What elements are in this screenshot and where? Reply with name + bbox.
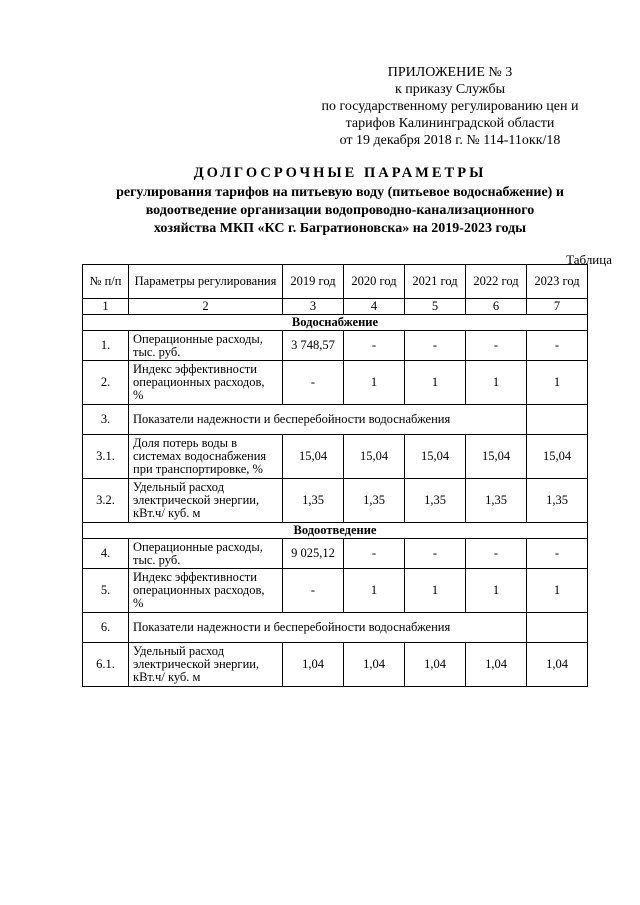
document-heading [80,164,600,238]
empty-cell [527,405,588,435]
row-number: 3.1. [83,435,129,479]
column-number: 5 [405,299,466,315]
row-value: 15,04 [405,435,466,479]
row-value: 9 025,12 [283,539,344,569]
section-row [83,523,588,539]
header-year: 2022 год [466,265,527,299]
row-value: 1,35 [466,479,527,523]
column-number: 2 [129,299,283,315]
row-value: 1,04 [283,643,344,687]
table-row [83,435,588,479]
row-value: - [527,331,588,361]
row-value: 1 [344,569,405,613]
row-param: Удельный расход электрической энергии, кВт.ч/ куб. м [129,479,283,523]
row-number: 2. [83,361,129,405]
row-value: 1 [405,361,466,405]
row-value: 15,04 [344,435,405,479]
header-param: Параметры регулирования [129,265,283,299]
row-number: 6. [83,613,129,643]
column-number: 6 [466,299,527,315]
row-param: Показатели надежности и бесперебойности водоснабжения [129,613,527,643]
row-number: 4. [83,539,129,569]
row-value: 1,04 [344,643,405,687]
table-header-row [83,265,588,299]
column-number: 7 [527,299,588,315]
row-value: 1,35 [283,479,344,523]
row-value: 1 [344,361,405,405]
row-number: 6.1. [83,643,129,687]
row-value: - [405,331,466,361]
empty-cell [527,613,588,643]
section-title: Водоснабжение [83,315,588,331]
row-value: - [405,539,466,569]
row-number: 3. [83,405,129,435]
table-row [83,405,588,435]
row-value: 3 748,57 [283,331,344,361]
table-caption: Таблица [566,252,612,267]
row-value: - [283,361,344,405]
appendix-block [300,64,600,149]
section-title: Водоотведение [83,523,588,539]
document-title: ДОЛГОСРОЧНЫЕ ПАРАМЕТРЫ [193,165,487,181]
table-row [83,569,588,613]
row-param: Индекс эффективности операционных расходов, % [129,361,283,405]
row-value: 15,04 [466,435,527,479]
row-value: - [344,331,405,361]
appendix-date: от 19 декабря 2018 г. № 114-11окк/18 [339,133,561,148]
section-row [83,315,588,331]
row-value: 1 [527,361,588,405]
table-row [83,331,588,361]
header-year: 2023 год [527,265,588,299]
column-number: 3 [283,299,344,315]
header-year: 2019 год [283,265,344,299]
row-param: Операционные расходы, тыс. руб. [129,331,283,361]
row-value: 1 [527,569,588,613]
row-value: - [283,569,344,613]
appendix-line: по государственному регулированию цен и [321,99,579,114]
document-subtitle: регулирования тарифов на питьевую воду (питьевое водоснабжение) и [116,185,564,200]
row-param: Индекс эффективности операционных расходов, % [129,569,283,613]
parameters-table [82,264,588,687]
row-value: - [527,539,588,569]
document-subtitle: водоотведение организации водопроводно-канализационного [145,203,535,218]
row-value: 1 [466,361,527,405]
document-subtitle: хозяйства МКП «КС г. Багратионовска» на 2019-2023 годы [153,221,527,236]
column-number: 1 [83,299,129,315]
table-row [83,479,588,523]
column-number: 4 [344,299,405,315]
table-row [83,643,588,687]
row-number: 5. [83,569,129,613]
row-value: - [344,539,405,569]
column-number-row [83,299,588,315]
row-value: 15,04 [527,435,588,479]
row-param: Удельный расход электрической энергии, кВт.ч/ куб. м [129,643,283,687]
table-row [83,361,588,405]
appendix-line: к приказу Службы [395,82,505,97]
header-year: 2020 год [344,265,405,299]
row-number: 1. [83,331,129,361]
row-value: - [466,331,527,361]
row-value: 1,04 [527,643,588,687]
row-value: 1,04 [405,643,466,687]
row-value: 15,04 [283,435,344,479]
row-value: 1,04 [466,643,527,687]
row-value: - [466,539,527,569]
row-value: 1,35 [344,479,405,523]
row-value: 1,35 [527,479,588,523]
table-row [83,613,588,643]
row-value: 1 [466,569,527,613]
row-value: 1,35 [405,479,466,523]
row-number: 3.2. [83,479,129,523]
row-param: Операционные расходы, тыс. руб. [129,539,283,569]
header-num: № п/п [83,265,129,299]
appendix-title: ПРИЛОЖЕНИЕ № 3 [387,65,513,80]
row-param: Показатели надежности и бесперебойности водоснабжения [129,405,527,435]
row-value: 1 [405,569,466,613]
appendix-line: тарифов Калининградской области [345,116,555,131]
table-row [83,539,588,569]
row-param: Доля потерь воды в системах водоснабжения при транспортировке, % [129,435,283,479]
header-year: 2021 год [405,265,466,299]
